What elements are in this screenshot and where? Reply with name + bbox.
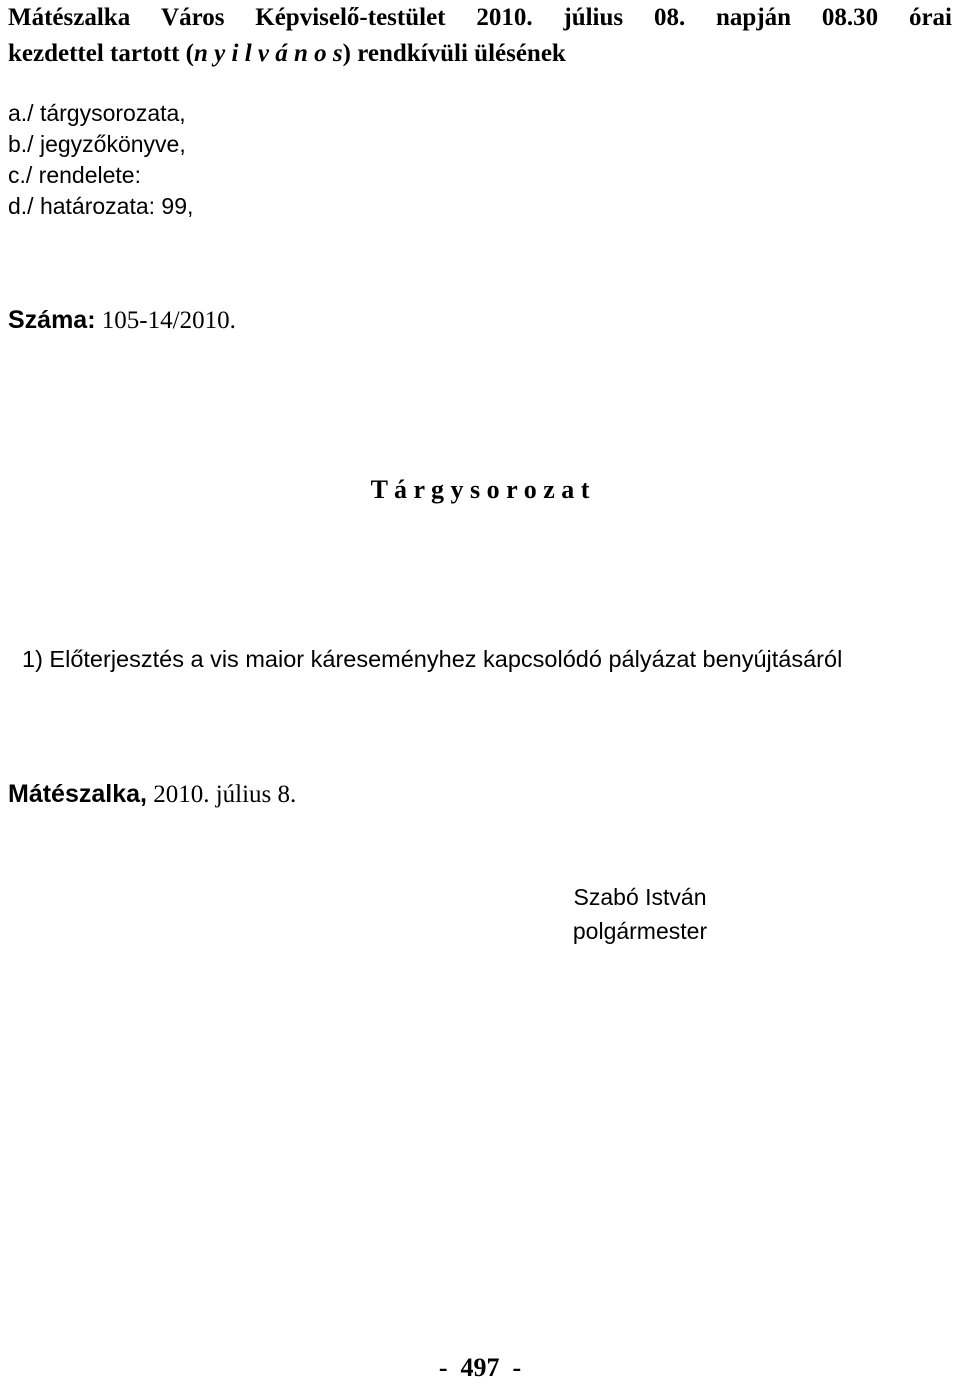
heading-line-2-pre: kezdettel tartott ( (8, 40, 195, 67)
contents-item-agenda: a./ tárgysorozata, (8, 100, 186, 126)
heading-word: Képviselő-testület (255, 4, 446, 31)
document-heading (8, 0, 952, 72)
heading-line-1 (8, 0, 952, 36)
heading-line-2-post: ) rendkívüli ülésének (342, 40, 566, 67)
signatory-name: Szabó István (573, 884, 707, 910)
contents-item-resolution: d./ határozata: 99, (8, 193, 194, 219)
page-number: - 497 - (438, 1353, 522, 1382)
signature-block (520, 880, 760, 948)
place-name: Mátészalka, (8, 780, 147, 808)
signatory-title: polgármester (572, 918, 708, 944)
date-text: 2010. július 8. (153, 781, 297, 808)
heading-word: órai (908, 4, 952, 31)
heading-line-2 (8, 36, 952, 72)
agenda-item: 1) Előterjesztés a vis maior káreseményhez kapcsolódó pályázat benyújtásáról (22, 646, 843, 672)
heading-word: 08. (653, 4, 686, 31)
contents-item-decree: c./ rendelete: (8, 162, 141, 188)
heading-word: 08.30 (821, 4, 879, 31)
document-number-value: 105-14/2010. (101, 307, 236, 334)
agenda-title: T á r g y s o r o z a t (370, 475, 590, 504)
document-number (8, 303, 236, 338)
contents-item-minutes: b./ jegyzőkönyve, (8, 131, 186, 157)
document-number-label: Száma: (8, 306, 96, 334)
contents-list (8, 98, 193, 222)
heading-word: Város (161, 4, 225, 31)
heading-word: július (563, 4, 624, 31)
heading-word: Mátészalka (8, 4, 131, 31)
place-date (8, 777, 296, 812)
heading-public-word: n y i l v á n o s (194, 40, 343, 67)
heading-word: napján (716, 4, 792, 31)
heading-word: 2010. (476, 4, 533, 31)
